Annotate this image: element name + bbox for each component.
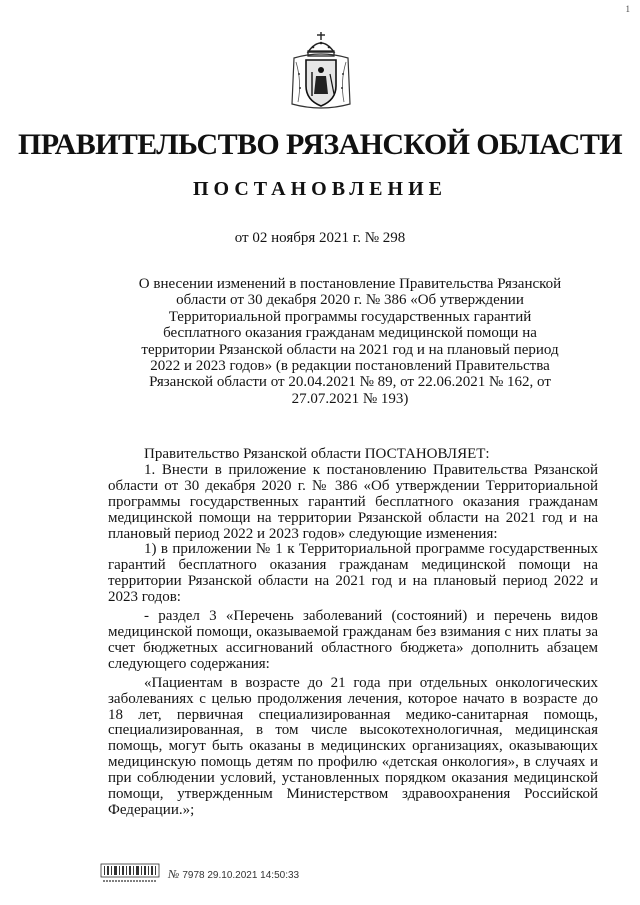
body-paragraph: «Пациентам в возрасте до 21 года при отдельных онкологических заболеваниях с целью продолжения лечения, которое начато в возрасте до 18 лет, первичная специализированная медико-санитарная помощь, специализированная, в том числе высокотехнологичная, медицинская помощь, могут быть оказаны в медицинских организациях, оказывающих медицинскую помощь детям по профилю «детская онкология», в случаях и при соблюдении условий, установленных порядком оказания медицинской помощи, утвержденным Министерством здравоохранения Российской Федерации.»; bbox=[108, 674, 598, 818]
document-body bbox=[108, 447, 598, 819]
footer bbox=[100, 862, 299, 886]
registration-info bbox=[168, 867, 299, 882]
registration-text: 7978 29.10.2021 14:50:33 bbox=[182, 869, 300, 881]
subject-heading: О внесении изменений в постановление Правительства Рязанской области от 30 декабря 2020 г. № 386 «Об утверждении Территориальной программы государственных гарантий бесплатного оказания гражданам медицинской помощи на территории Рязанской области на 2021 год и на плановый период 2022 и 2023 годов» (в редакции постановлений Правительства Рязанской области от 20.04.2021 № 89, от 22.06.2021 № 162, от 27.07.2021 № 193) bbox=[138, 276, 562, 407]
body-paragraph: Правительство Рязанской области ПОСТАНОВЛЯЕТ: bbox=[144, 446, 490, 462]
body-paragraph: 1. Внести в приложение к постановлению Правительства Рязанской области от 30 декабря 2020 г. № 386 «Об утверждении Территориальной программы государственных гарантий бесплатного оказания гражданам медицинской помощи на территории Рязанской области на 2021 год и на плановый период 2022 и 2023 годов» следующие изменения: bbox=[108, 461, 598, 542]
body-paragraph: - раздел 3 «Перечень заболеваний (состояний) и перечень видов медицинской помощи, оказываемой гражданам без взимания с них платы за счет бюджетных ассигнований областного бюджета» дополнить абзацем следующего содержания: bbox=[108, 608, 598, 672]
coat-of-arms-icon bbox=[288, 30, 354, 116]
document-type: ПОСТАНОВЛЕНИЕ bbox=[193, 178, 447, 200]
organization-title: ПРАВИТЕЛЬСТВО РЯЗАНСКОЙ ОБЛАСТИ bbox=[18, 128, 622, 161]
page-number: 1 bbox=[625, 4, 630, 14]
date-number: от 02 ноября 2021 г. № 298 bbox=[234, 230, 406, 246]
body-paragraph: 1) в приложении № 1 к Территориальной программе государственных гарантий бесплатного оказания гражданам медицинской помощи на территории Рязанской области на 2021 год и на плановый период 2022 и 2023 годов: bbox=[108, 541, 598, 606]
barcode-stamp-icon bbox=[100, 863, 160, 885]
number-sign-icon: № bbox=[168, 866, 180, 881]
